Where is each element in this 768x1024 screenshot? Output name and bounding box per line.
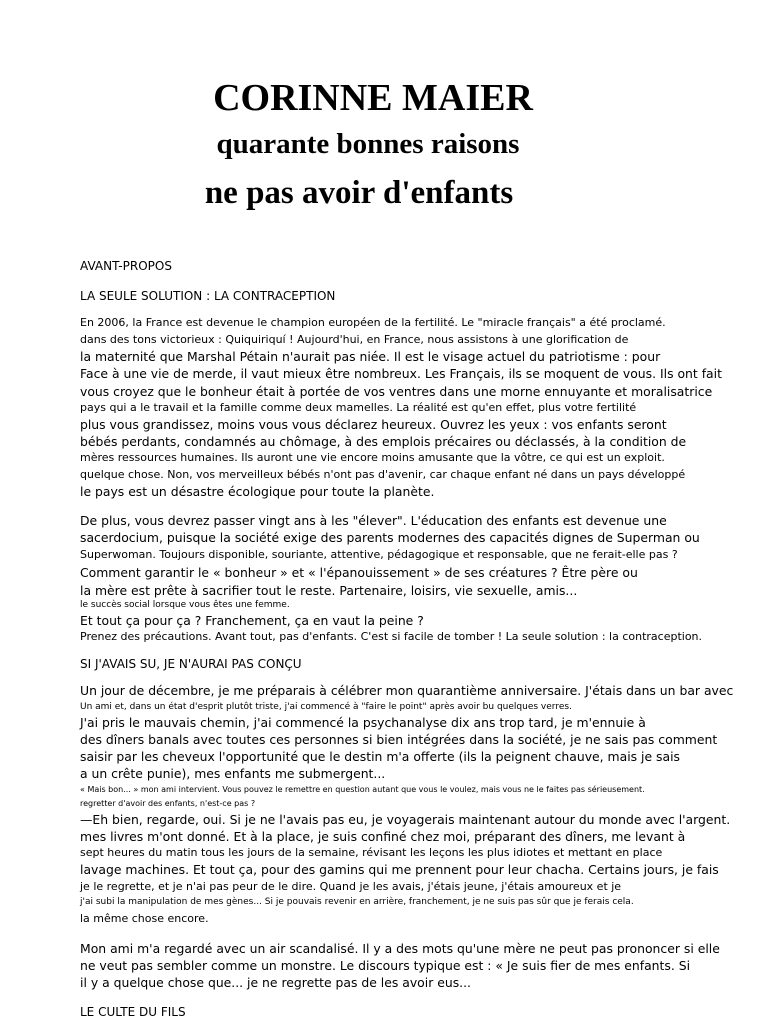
section-heading-conception: SI J'AVAIS SU, JE N'AURAI PAS CONÇU [80, 657, 302, 672]
text-line: j'ai subi la manipulation de mes gènes... Si je pouvais revenir en arrière, franchement, je ne suis pas sûr que je ferais cela. [80, 896, 634, 907]
text-line: Prenez des précautions. Avant tout, pas d'enfants. C'est si facile de tomber ! La seule solution : la contraception. [80, 630, 703, 644]
book-title: ne pas avoir d'enfants [204, 175, 514, 211]
text-line: je le regrette, et je n'ai pas peur de le dire. Quand je les avais, j'étais jeune, j'étais amoureux et je [80, 879, 622, 893]
text-line: bébés perdants, condamnés au chômage, à des emplois précaires ou déclassés, à la condition de [80, 434, 687, 450]
text-line: De plus, vous devrez passer vingt ans à les "élever". L'éducation des enfants est devenue une [80, 512, 667, 528]
text-line: regretter d'avoir des enfants, n'est-ce pas ? [80, 798, 256, 808]
paragraph-3 [80, 682, 760, 926]
section-heading-culte: LE CULTE DU FILS [80, 1004, 186, 1019]
text-line: quelque chose. Non, vos merveilleux bébés n'ont pas d'avenir, car chaque enfant né dans un pays développé [80, 468, 686, 482]
document-body [80, 258, 760, 1020]
text-line: a un crête punie), mes enfants me submergent... [80, 766, 386, 782]
text-line: le succès social lorsque vous êtes une femme. [80, 599, 290, 610]
text-line: lavage machines. Et tout ça, pour des gamins qui me prennent pour leur chacha. Certains jours, je fais [80, 862, 719, 878]
text-line: Mon ami m'a regardé avec un air scandalisé. Il y a des mots qu'une mère ne peut pas prononcer si elle [80, 940, 720, 956]
paragraph-2 [80, 512, 760, 644]
text-line: vous croyez que le bonheur était à portée de vos ventres dans une morne ennuyante et moralisatrice [80, 383, 713, 399]
text-line: Et tout ça pour ça ? Franchement, ça en vaut la peine ? [80, 612, 424, 628]
text-line: Face à une vie de merde, il vaut mieux être nombreux. Les Français, ils se moquent de vous. Ils ont fait [80, 366, 722, 382]
text-line: En 2006, la France est devenue le champion européen de la fertilité. Le "miracle français" a été proclamé. [80, 316, 666, 329]
text-line: le pays est un désastre écologique pour toute la planète. [80, 484, 435, 500]
book-subtitle: quarante bonnes raisons [216, 128, 520, 160]
text-line: la même chose encore. [80, 911, 209, 925]
text-line: la mère est prête à sacrifier tout le reste. Partenaire, loisirs, vie sexuelle, amis... [80, 582, 578, 598]
text-line: Un jour de décembre, je me préparais à célébrer mon quarantième anniversaire. J'étais dans un bar avec [80, 683, 734, 699]
text-line: sept heures du matin tous les jours de la semaine, révisant les leçons les plus idiotes et mettant en place [80, 846, 663, 860]
paragraph-4 [80, 940, 760, 992]
paragraph-1 [80, 315, 760, 501]
text-line: il y a quelque chose que... je ne regrette pas de les avoir eus... [80, 975, 471, 991]
text-line: saisir par les cheveux l'opportunité que le destin m'a offerte (ils la peignent chauve, mais je sais [80, 749, 680, 765]
author-title: CORINNE MAIER [213, 77, 533, 119]
text-line: mères ressources humaines. Ils auront une vie encore moins amusante que la vôtre, ce qui est un exploit. [80, 451, 665, 465]
text-line: sacerdocium, puisque la société exige des parents modernes des capacités dignes de Superman ou [80, 530, 700, 546]
text-line: Superwoman. Toujours disponible, souriante, attentive, pédagogique et responsable, que ne ferait-elle pas ? [80, 548, 678, 562]
text-line: la maternité que Marshal Pétain n'aurait pas niée. Il est le visage actuel du patriotisme : pour [80, 349, 661, 364]
text-line: J'ai pris le mauvais chemin, j'ai commencé la psychanalyse dix ans trop tard, je m'ennuie à [80, 714, 646, 730]
text-line: « Mais bon... » mon ami intervient. Vous pouvez le remettre en question autant que vous le voulez, mais vous ne le faites pas sérieusement. [80, 784, 645, 794]
text-line: ne veut pas sembler comme un monstre. Le discours typique est : « Je suis fier de mes enfants. Si [80, 957, 691, 973]
text-line: mes livres m'ont donné. Et à la place, je suis confiné chez moi, préparant des dîners, me levant à [80, 829, 686, 845]
text-line: —Eh bien, regarde, oui. Si je ne l'avais pas eu, je voyagerais maintenant autour du monde avec l'argent. [80, 811, 731, 827]
text-line: des dîners banals avec toutes ces personnes si bien intégrées dans la société, je ne sais pas comment [80, 731, 718, 747]
text-line: Comment garantir le « bonheur » et « l'épanouissement » de ses créatures ? Être père ou [80, 565, 638, 581]
text-line: dans des tons victorieux : Quiquiriquí ! Aujourd'hui, en France, nous assistons à une glorification de [80, 333, 629, 346]
text-line: pays qui a le travail et la famille comme deux mamelles. La réalité est qu'en effet, plus votre fertilité [80, 400, 637, 414]
section-heading-avant-propos: AVANT-PROPOS [80, 259, 172, 273]
section-heading-contraception: LA SEULE SOLUTION : LA CONTRACEPTION [80, 289, 336, 303]
text-line: Un ami et, dans un état d'esprit plutôt triste, j'ai commencé à "faire le point" après avoir bu quelques verres. [80, 701, 572, 712]
text-line: plus vous grandissez, moins vous vous déclarez heureux. Ouvrez les yeux : vos enfants seront [80, 416, 667, 432]
